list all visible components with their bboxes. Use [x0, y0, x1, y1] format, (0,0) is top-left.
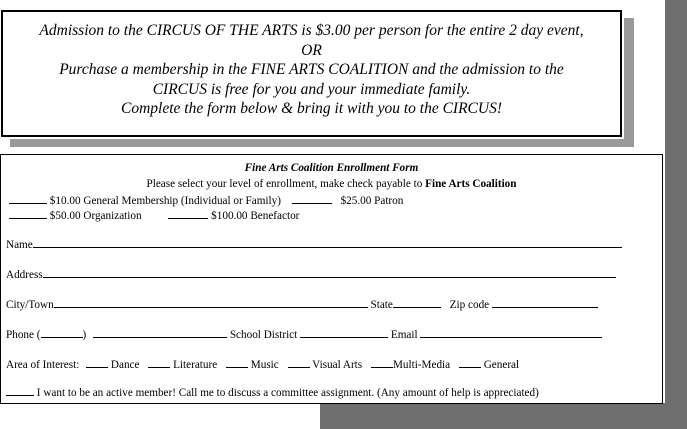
zip-label: Zip code: [449, 299, 490, 311]
address-label: Address: [6, 269, 43, 281]
name-row: [6, 236, 622, 252]
interest-multi-media-blank[interactable]: [371, 356, 393, 368]
volunteer-text: I want to be an active member! Call me to discuss a committee assignment. (Any amount of help is appreciated): [36, 387, 539, 399]
interest-visual-arts: Visual Arts: [312, 359, 363, 371]
notice-line-4: CIRCUS is free for you and your immediate family.: [152, 80, 471, 98]
page-shadow-bottom: [320, 403, 687, 429]
notice-line-5: Complete the form below & bring it with you to the CIRCUS!: [120, 100, 502, 117]
interest-row: [6, 356, 519, 372]
zip-field[interactable]: [492, 296, 598, 308]
level-row-2: [9, 207, 299, 223]
form-instruction: [1, 177, 662, 191]
interest-label: Area of Interest:: [6, 359, 80, 371]
level-organization-label: $50.00 Organization: [49, 210, 142, 222]
state-label: State: [370, 299, 393, 311]
interest-literature: Literature: [173, 359, 218, 371]
phone-close-paren: ): [82, 329, 87, 341]
city-field[interactable]: [54, 296, 368, 308]
phone-row: [6, 326, 602, 342]
interest-dance-blank[interactable]: [86, 356, 108, 368]
school-district-field[interactable]: [300, 326, 388, 338]
page-shadow-right: [665, 0, 687, 403]
notice-line-2: OR: [301, 41, 322, 59]
state-field[interactable]: [393, 296, 441, 308]
address-field[interactable]: [43, 266, 616, 278]
area-code-field[interactable]: [41, 326, 83, 338]
name-label: Name: [6, 239, 33, 251]
notice-line-3: Purchase a membership in the FINE ARTS COALITION and the admission to the: [59, 61, 564, 78]
interest-music-blank[interactable]: [226, 356, 248, 368]
notice-shadow-bottom: [10, 139, 634, 147]
patron-checkbox-blank[interactable]: [292, 192, 332, 204]
interest-multi-media: Multi-Media: [392, 359, 451, 371]
email-field[interactable]: [420, 326, 602, 338]
email-label: Email: [390, 329, 418, 341]
interest-dance: Dance: [110, 359, 140, 371]
interest-music: Music: [250, 359, 279, 371]
benefactor-checkbox-blank[interactable]: [168, 207, 208, 219]
interest-visual-arts-blank[interactable]: [288, 356, 310, 368]
organization-checkbox-blank[interactable]: [9, 207, 47, 219]
level-benefactor-label: $100.00 Benefactor: [211, 210, 300, 222]
notice-shadow-right: [624, 18, 634, 147]
volunteer-row: [6, 384, 539, 400]
interest-general-blank[interactable]: [459, 356, 481, 368]
general-checkbox-blank[interactable]: [9, 192, 47, 204]
payee-name: Fine Arts Coalition: [425, 178, 517, 190]
city-label: City/Town: [6, 299, 54, 311]
interest-general: General: [483, 359, 520, 371]
form-title: Fine Arts Coalition Enrollment Form: [244, 162, 419, 174]
level-patron-label: $25.00 Patron: [340, 195, 404, 207]
level-general-label: $10.00 General Membership (Individual or Family): [49, 195, 281, 207]
level-row-1: [9, 192, 403, 208]
name-field[interactable]: [33, 236, 622, 248]
address-row: [6, 266, 616, 282]
instruction-text: Please select your level of enrollment, make check payable to: [146, 178, 423, 190]
phone-label: Phone (: [6, 329, 41, 341]
volunteer-checkbox-blank[interactable]: [6, 384, 34, 396]
interest-literature-blank[interactable]: [148, 356, 170, 368]
enrollment-form: [0, 154, 663, 404]
school-district-label: School District: [229, 329, 298, 341]
phone-field[interactable]: [93, 326, 227, 338]
city-row: [6, 296, 598, 312]
admission-notice-box: [1, 10, 622, 137]
notice-line-1: Admission to the CIRCUS OF THE ARTS is $3.00 per person for the entire 2 day event,: [39, 22, 584, 39]
